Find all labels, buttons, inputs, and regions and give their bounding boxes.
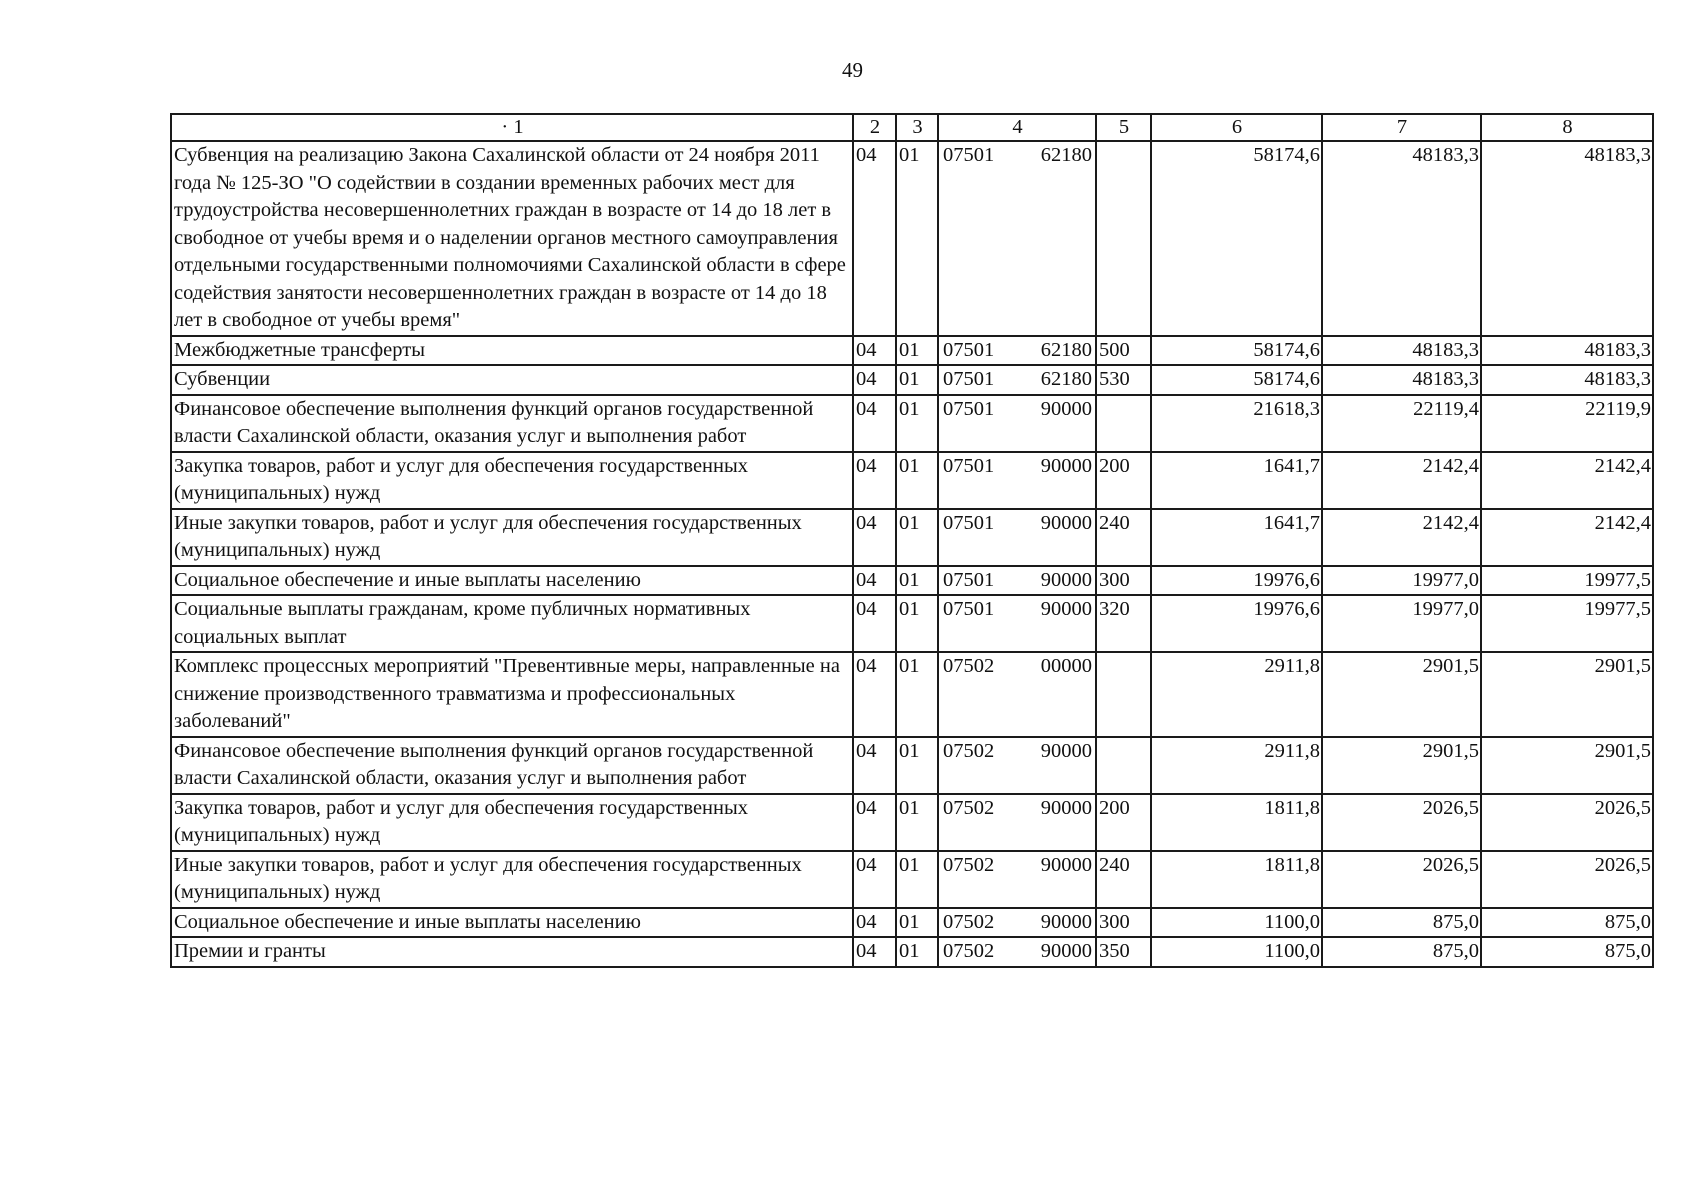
amount-col-8: 48183,3 <box>1481 365 1653 395</box>
section-code: 04 <box>853 395 896 452</box>
amount-col-6: 58174,6 <box>1151 365 1322 395</box>
expense-type-code <box>1096 395 1151 452</box>
amount-col-7: 22119,4 <box>1322 395 1481 452</box>
target-article-direction: 62180 <box>1040 338 1092 361</box>
section-code: 04 <box>853 595 896 652</box>
target-article-program: 07502 <box>943 910 995 933</box>
amount-col-7: 2901,5 <box>1322 737 1481 794</box>
target-article-program: 07501 <box>943 368 995 390</box>
section-code: 04 <box>853 937 896 967</box>
target-article-program: 07501 <box>943 397 995 420</box>
table-row <box>171 908 1653 938</box>
target-article-code <box>938 395 1096 452</box>
table-row <box>171 395 1653 452</box>
target-article-code <box>938 851 1096 908</box>
subsection-code: 01 <box>896 452 938 509</box>
target-article-direction: 90000 <box>1040 796 1092 819</box>
amount-col-6: 58174,6 <box>1151 141 1322 336</box>
expense-type-code: 530 <box>1096 365 1151 395</box>
target-article-program: 07501 <box>943 598 995 620</box>
row-description: Закупка товаров, работ и услуг для обеспечения государственных (муниципальных) нужд <box>171 452 853 509</box>
row-description: Социальное обеспечение и иные выплаты населению <box>171 908 853 938</box>
section-code: 04 <box>853 336 896 366</box>
target-article-program: 07501 <box>943 144 995 166</box>
target-article-code <box>938 737 1096 794</box>
target-article-program: 07501 <box>943 338 995 361</box>
col-header-8: 8 <box>1481 114 1653 141</box>
subsection-code: 01 <box>896 395 938 452</box>
table-row <box>171 336 1653 366</box>
amount-col-7: 875,0 <box>1322 908 1481 938</box>
target-article-code <box>938 336 1096 366</box>
subsection-code: 01 <box>896 652 938 737</box>
subsection-code: 01 <box>896 737 938 794</box>
target-article-code <box>938 452 1096 509</box>
target-article-program: 07502 <box>943 739 995 762</box>
section-code: 04 <box>853 851 896 908</box>
amount-col-8: 2142,4 <box>1481 509 1653 566</box>
subsection-code: 01 <box>896 509 938 566</box>
section-code: 04 <box>853 509 896 566</box>
section-code: 04 <box>853 652 896 737</box>
expense-type-code <box>1096 737 1151 794</box>
table-row <box>171 141 1653 336</box>
subsection-code: 01 <box>896 937 938 967</box>
target-article-code <box>938 908 1096 938</box>
target-article-direction: 90000 <box>1040 910 1092 933</box>
row-description: Комплекс процессных мероприятий "Превентивные меры, направленные на снижение производственного травматизма и профессиональных заболеваний" <box>171 652 853 737</box>
table-row <box>171 851 1653 908</box>
table-row <box>171 737 1653 794</box>
budget-table <box>170 113 1654 968</box>
amount-col-8: 19977,5 <box>1481 566 1653 596</box>
target-article-direction: 90000 <box>1040 940 1092 962</box>
amount-col-7: 19977,0 <box>1322 566 1481 596</box>
amount-col-8: 2901,5 <box>1481 737 1653 794</box>
amount-col-6: 1100,0 <box>1151 937 1322 967</box>
target-article-program: 07502 <box>943 940 995 962</box>
expense-type-code <box>1096 652 1151 737</box>
subsection-code: 01 <box>896 566 938 596</box>
amount-col-7: 48183,3 <box>1322 141 1481 336</box>
amount-col-8: 2142,4 <box>1481 452 1653 509</box>
subsection-code: 01 <box>896 336 938 366</box>
row-description: Закупка товаров, работ и услуг для обеспечения государственных (муниципальных) нужд <box>171 794 853 851</box>
target-article-direction: 90000 <box>1040 454 1092 477</box>
table-row <box>171 652 1653 737</box>
amount-col-6: 58174,6 <box>1151 336 1322 366</box>
amount-col-7: 2142,4 <box>1322 509 1481 566</box>
section-code: 04 <box>853 566 896 596</box>
col-header-1: · 1 <box>171 114 853 141</box>
amount-col-7: 2901,5 <box>1322 652 1481 737</box>
row-description: Премии и гранты <box>171 937 853 967</box>
amount-col-8: 19977,5 <box>1481 595 1653 652</box>
expense-type-code: 200 <box>1096 452 1151 509</box>
amount-col-8: 2026,5 <box>1481 851 1653 908</box>
table-row <box>171 509 1653 566</box>
row-description: Финансовое обеспечение выполнения функций органов государственной власти Сахалинской области, оказания услуг и выполнения работ <box>171 737 853 794</box>
table-row <box>171 452 1653 509</box>
section-code: 04 <box>853 141 896 336</box>
expense-type-code: 240 <box>1096 851 1151 908</box>
col-header-2: 2 <box>853 114 896 141</box>
target-article-code <box>938 365 1096 395</box>
target-article-direction: 90000 <box>1040 568 1092 591</box>
amount-col-7: 19977,0 <box>1322 595 1481 652</box>
amount-col-7: 2026,5 <box>1322 851 1481 908</box>
row-description: Иные закупки товаров, работ и услуг для обеспечения государственных (муниципальных) нужд <box>171 851 853 908</box>
subsection-code: 01 <box>896 365 938 395</box>
row-description: Социальное обеспечение и иные выплаты населению <box>171 566 853 596</box>
target-article-direction: 00000 <box>1040 655 1092 677</box>
section-code: 04 <box>853 365 896 395</box>
row-description: Социальные выплаты гражданам, кроме публичных нормативных социальных выплат <box>171 595 853 652</box>
expense-type-code: 300 <box>1096 908 1151 938</box>
target-article-direction: 62180 <box>1040 144 1092 166</box>
target-article-direction: 90000 <box>1040 598 1092 620</box>
target-article-program: 07502 <box>943 796 995 819</box>
table-row <box>171 365 1653 395</box>
target-article-code <box>938 509 1096 566</box>
target-article-program: 07502 <box>943 655 995 677</box>
amount-col-8: 2026,5 <box>1481 794 1653 851</box>
expense-type-code: 240 <box>1096 509 1151 566</box>
col-header-6: 6 <box>1151 114 1322 141</box>
col-header-7: 7 <box>1322 114 1481 141</box>
row-description: Субвенция на реализацию Закона Сахалинской области от 24 ноября 2011 года № 125-ЗО "О содействии в создании временных рабочих мест для трудоустройства несовершеннолетних граждан в возрасте от 14 до 18 лет в свободное от учебы время и о наделении органов местного самоуправления отдельными государственными полномочиями Сахалинской области в сфере содействия занятости несовершеннолетних граждан в возрасте от 14 до 18 лет в свободное от учебы время" <box>171 141 853 336</box>
target-article-direction: 90000 <box>1040 511 1092 534</box>
header-row <box>171 114 1653 141</box>
amount-col-6: 1811,8 <box>1151 794 1322 851</box>
amount-col-6: 2911,8 <box>1151 652 1322 737</box>
row-description: Межбюджетные трансферты <box>171 336 853 366</box>
col-header-3: 3 <box>896 114 938 141</box>
target-article-code <box>938 595 1096 652</box>
target-article-program: 07501 <box>943 454 995 477</box>
amount-col-7: 48183,3 <box>1322 365 1481 395</box>
expense-type-code: 350 <box>1096 937 1151 967</box>
target-article-code <box>938 937 1096 967</box>
expense-type-code: 300 <box>1096 566 1151 596</box>
amount-col-8: 2901,5 <box>1481 652 1653 737</box>
target-article-code <box>938 566 1096 596</box>
amount-col-7: 2142,4 <box>1322 452 1481 509</box>
amount-col-7: 48183,3 <box>1322 336 1481 366</box>
subsection-code: 01 <box>896 851 938 908</box>
expense-type-code <box>1096 141 1151 336</box>
expense-type-code: 320 <box>1096 595 1151 652</box>
amount-col-8: 48183,3 <box>1481 141 1653 336</box>
amount-col-8: 875,0 <box>1481 937 1653 967</box>
col-header-4: 4 <box>938 114 1096 141</box>
target-article-direction: 62180 <box>1040 368 1092 390</box>
table-row <box>171 566 1653 596</box>
amount-col-6: 1641,7 <box>1151 452 1322 509</box>
row-description: Субвенции <box>171 365 853 395</box>
target-article-program: 07502 <box>943 853 995 876</box>
amount-col-8: 875,0 <box>1481 908 1653 938</box>
target-article-code <box>938 652 1096 737</box>
amount-col-7: 875,0 <box>1322 937 1481 967</box>
target-article-code <box>938 141 1096 336</box>
subsection-code: 01 <box>896 595 938 652</box>
amount-col-7: 2026,5 <box>1322 794 1481 851</box>
expense-type-code: 500 <box>1096 336 1151 366</box>
target-article-direction: 90000 <box>1040 739 1092 762</box>
subsection-code: 01 <box>896 908 938 938</box>
subsection-code: 01 <box>896 141 938 336</box>
amount-col-8: 48183,3 <box>1481 336 1653 366</box>
col-header-5: 5 <box>1096 114 1151 141</box>
section-code: 04 <box>853 737 896 794</box>
amount-col-6: 21618,3 <box>1151 395 1322 452</box>
table-row <box>171 794 1653 851</box>
amount-col-6: 2911,8 <box>1151 737 1322 794</box>
amount-col-8: 22119,9 <box>1481 395 1653 452</box>
amount-col-6: 1100,0 <box>1151 908 1322 938</box>
expense-type-code: 200 <box>1096 794 1151 851</box>
amount-col-6: 19976,6 <box>1151 566 1322 596</box>
target-article-program: 07501 <box>943 511 995 534</box>
amount-col-6: 1811,8 <box>1151 851 1322 908</box>
target-article-direction: 90000 <box>1040 397 1092 420</box>
row-description: Финансовое обеспечение выполнения функций органов государственной власти Сахалинской области, оказания услуг и выполнения работ <box>171 395 853 452</box>
section-code: 04 <box>853 452 896 509</box>
amount-col-6: 1641,7 <box>1151 509 1322 566</box>
table-row <box>171 595 1653 652</box>
table-row <box>171 937 1653 967</box>
subsection-code: 01 <box>896 794 938 851</box>
amount-col-6: 19976,6 <box>1151 595 1322 652</box>
page-number: 49 <box>842 58 863 82</box>
target-article-direction: 90000 <box>1040 853 1092 876</box>
section-code: 04 <box>853 908 896 938</box>
target-article-code <box>938 794 1096 851</box>
section-code: 04 <box>853 794 896 851</box>
row-description: Иные закупки товаров, работ и услуг для обеспечения государственных (муниципальных) нужд <box>171 509 853 566</box>
target-article-program: 07501 <box>943 568 995 591</box>
